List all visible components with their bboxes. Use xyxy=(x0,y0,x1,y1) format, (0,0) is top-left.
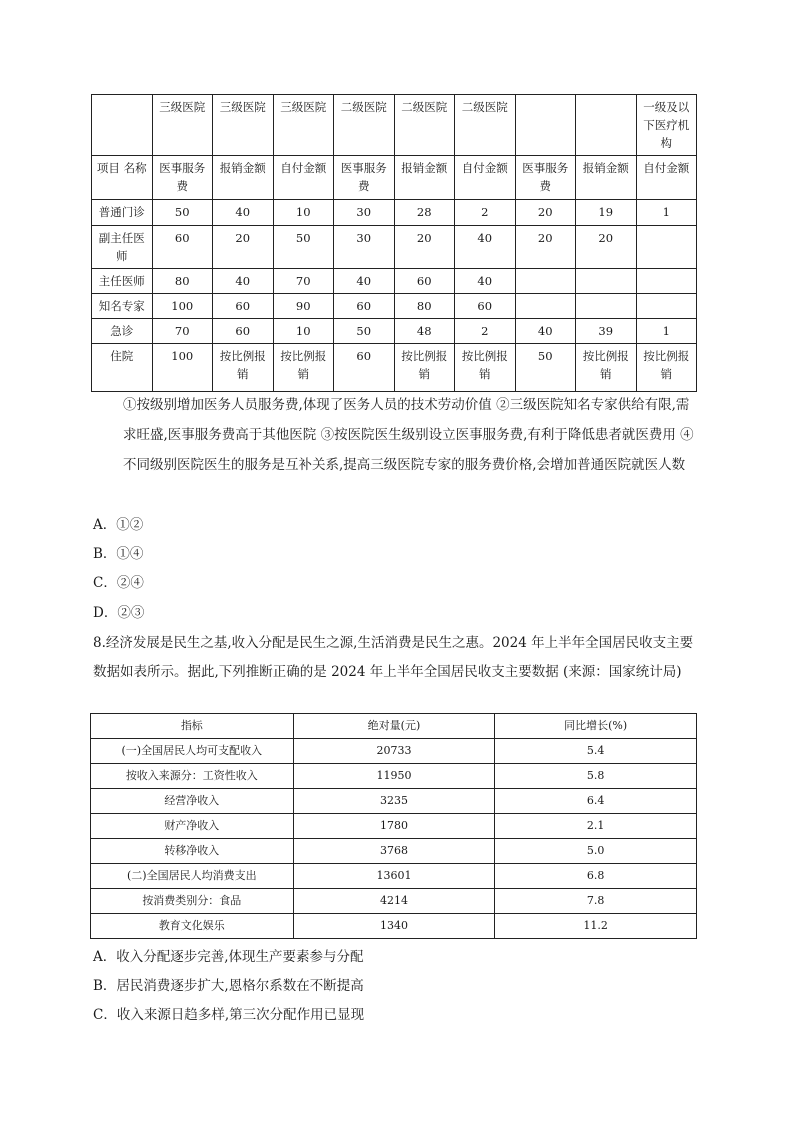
table-cell: 40 xyxy=(515,319,576,344)
table-cell xyxy=(576,95,637,156)
table-cell: 按比例报销 xyxy=(636,344,697,392)
table-cell: 自付金额 xyxy=(273,156,334,200)
table-cell: 5.4 xyxy=(495,739,697,764)
table-cell xyxy=(92,95,153,156)
table-cell: 二级医院 xyxy=(394,95,455,156)
table-cell: 项目 名称 xyxy=(92,156,153,200)
table-row xyxy=(92,319,697,344)
table-row xyxy=(92,344,697,392)
table-row xyxy=(92,269,697,294)
table-row xyxy=(91,764,697,789)
table-cell: 50 xyxy=(515,344,576,392)
table-cell: (二)全国居民人均消费支出 xyxy=(91,864,294,889)
table-cell: 60 xyxy=(213,319,274,344)
table-cell: 60 xyxy=(152,226,213,269)
table-cell: 医事服务费 xyxy=(334,156,395,200)
q8-option-a[interactable]: A．收入分配逐步完善,体现生产要素参与分配 xyxy=(93,949,364,965)
table-row xyxy=(91,789,697,814)
table-cell: 按比例报销 xyxy=(213,344,274,392)
table-cell: 三级医院 xyxy=(152,95,213,156)
table-cell: 按消费类别分：食品 xyxy=(91,889,294,914)
table-cell: 一级及以下医疗机构 xyxy=(636,95,697,156)
table-cell: 2 xyxy=(455,200,516,226)
table-cell: 按比例报销 xyxy=(394,344,455,392)
table-cell: 40 xyxy=(213,269,274,294)
table-cell: 普通门诊 xyxy=(92,200,153,226)
table-cell: 70 xyxy=(273,269,334,294)
table-cell xyxy=(636,294,697,319)
table-cell: 28 xyxy=(394,200,455,226)
table-row xyxy=(91,889,697,914)
q8-option-b[interactable]: B．居民消费逐步扩大,恩格尔系数在不断提高 xyxy=(93,978,364,994)
table-cell: 80 xyxy=(394,294,455,319)
table-row xyxy=(91,739,697,764)
table-cell: 1 xyxy=(636,319,697,344)
table-cell xyxy=(636,269,697,294)
table-cell: 60 xyxy=(334,294,395,319)
table-cell: 5.8 xyxy=(495,764,697,789)
table-cell: 80 xyxy=(152,269,213,294)
table-cell: 60 xyxy=(213,294,274,319)
q7-statements: ①按级别增加医务人员服务费,体现了医务人员的技术劳动价值 ②三级医院知名专家供给有限,需求旺盛,医事服务费高于其他医院 ③按医院医生级别设立医事服务费,有利于降低患者就医费用 ④不同级别医院医生的服务是互补关系,提高三级医院专家的服务费价格,会增加普通医院就医人数 xyxy=(123,397,694,473)
table-cell: 10 xyxy=(273,319,334,344)
table-cell: 40 xyxy=(334,269,395,294)
table-cell: 二级医院 xyxy=(334,95,395,156)
table-cell: 2 xyxy=(455,319,516,344)
table-cell xyxy=(515,294,576,319)
table-cell: 1 xyxy=(636,200,697,226)
table-cell: 3235 xyxy=(293,789,495,814)
table-cell: 100 xyxy=(152,344,213,392)
table-cell: 6.4 xyxy=(495,789,697,814)
table-cell: 5.0 xyxy=(495,839,697,864)
table-cell: 1780 xyxy=(293,814,495,839)
table-cell: 60 xyxy=(334,344,395,392)
table-row xyxy=(92,226,697,269)
table-cell: 主任医师 xyxy=(92,269,153,294)
table-cell: 自付金额 xyxy=(455,156,516,200)
table-cell: 转移净收入 xyxy=(91,839,294,864)
table-row xyxy=(91,864,697,889)
table-cell: 50 xyxy=(152,200,213,226)
table-cell: 医事服务费 xyxy=(152,156,213,200)
table-cell: 按收入来源分：工资性收入 xyxy=(91,764,294,789)
table-cell: 财产净收入 xyxy=(91,814,294,839)
table-header-row xyxy=(91,714,697,739)
table-cell xyxy=(515,269,576,294)
table-cell: 1340 xyxy=(293,914,495,939)
table-cell: 13601 xyxy=(293,864,495,889)
table-row xyxy=(91,914,697,939)
table-cell: 20 xyxy=(576,226,637,269)
table-cell: 40 xyxy=(455,226,516,269)
table-cell: 60 xyxy=(394,269,455,294)
table-row xyxy=(92,294,697,319)
table-cell: 70 xyxy=(152,319,213,344)
table-cell: 19 xyxy=(576,200,637,226)
table-header-cell: 同比增长(%) xyxy=(495,714,697,739)
table-cell: 20 xyxy=(515,226,576,269)
table-cell xyxy=(515,95,576,156)
q7-option-a[interactable]: A．①② xyxy=(93,517,144,533)
table-cell: 20 xyxy=(394,226,455,269)
table-cell: 3768 xyxy=(293,839,495,864)
table-row xyxy=(92,200,697,226)
table-cell: 经营净收入 xyxy=(91,789,294,814)
table-cell xyxy=(576,294,637,319)
q7-option-d[interactable]: D．②③ xyxy=(93,605,145,621)
table-cell: 100 xyxy=(152,294,213,319)
q7-option-b[interactable]: B．①④ xyxy=(93,546,144,562)
table-cell: 按比例报销 xyxy=(576,344,637,392)
q8-option-c[interactable]: C．收入来源日趋多样,第三次分配作用已显现 xyxy=(93,1007,365,1023)
table-cell: 39 xyxy=(576,319,637,344)
q8-stem: 8.经济发展是民生之基,收入分配是民生之源,生活消费是民生之惠。2024 年上半年全国居民收支主要数据如表所示。据此,下列推断正确的是 2024 年上半年全国居民收支主要数据 (来源：国家统计局) xyxy=(93,635,694,680)
table-cell: 按比例报销 xyxy=(455,344,516,392)
table-cell: 三级医院 xyxy=(273,95,334,156)
table-cell: 30 xyxy=(334,200,395,226)
table-header-cell: 绝对量(元) xyxy=(293,714,495,739)
table-cell: 医事服务费 xyxy=(515,156,576,200)
table-cell: 40 xyxy=(455,269,516,294)
table-cell: (一)全国居民人均可支配收入 xyxy=(91,739,294,764)
table-cell: 报销金额 xyxy=(394,156,455,200)
table-cell: 11950 xyxy=(293,764,495,789)
table-header-cell: 指标 xyxy=(91,714,294,739)
income-expenditure-table xyxy=(90,713,697,939)
table-cell: 三级医院 xyxy=(213,95,274,156)
table-cell: 60 xyxy=(455,294,516,319)
table-cell: 二级医院 xyxy=(455,95,516,156)
table-cell: 20 xyxy=(515,200,576,226)
table-cell: 急诊 xyxy=(92,319,153,344)
table-cell: 30 xyxy=(334,226,395,269)
table-cell: 自付金额 xyxy=(636,156,697,200)
table-cell: 20733 xyxy=(293,739,495,764)
table-cell: 2.1 xyxy=(495,814,697,839)
table-row xyxy=(92,95,697,156)
table-cell: 50 xyxy=(273,226,334,269)
hospital-fee-table xyxy=(91,94,697,392)
table-cell: 报销金额 xyxy=(576,156,637,200)
q7-option-c[interactable]: C．②④ xyxy=(93,575,144,591)
table-cell: 90 xyxy=(273,294,334,319)
table-cell: 50 xyxy=(334,319,395,344)
table-cell: 教育文化娱乐 xyxy=(91,914,294,939)
table-row xyxy=(91,839,697,864)
table-cell: 住院 xyxy=(92,344,153,392)
table-cell: 6.8 xyxy=(495,864,697,889)
table-cell: 48 xyxy=(394,319,455,344)
table-row xyxy=(91,814,697,839)
table-cell: 20 xyxy=(213,226,274,269)
table-cell: 4214 xyxy=(293,889,495,914)
table-cell: 40 xyxy=(213,200,274,226)
table-cell: 副主任医师 xyxy=(92,226,153,269)
table-cell: 按比例报销 xyxy=(273,344,334,392)
table-cell xyxy=(636,226,697,269)
table-cell: 10 xyxy=(273,200,334,226)
table-row xyxy=(92,156,697,200)
table-cell: 报销金额 xyxy=(213,156,274,200)
table-cell: 11.2 xyxy=(495,914,697,939)
table-cell xyxy=(576,269,637,294)
table-cell: 知名专家 xyxy=(92,294,153,319)
table-cell: 7.8 xyxy=(495,889,697,914)
